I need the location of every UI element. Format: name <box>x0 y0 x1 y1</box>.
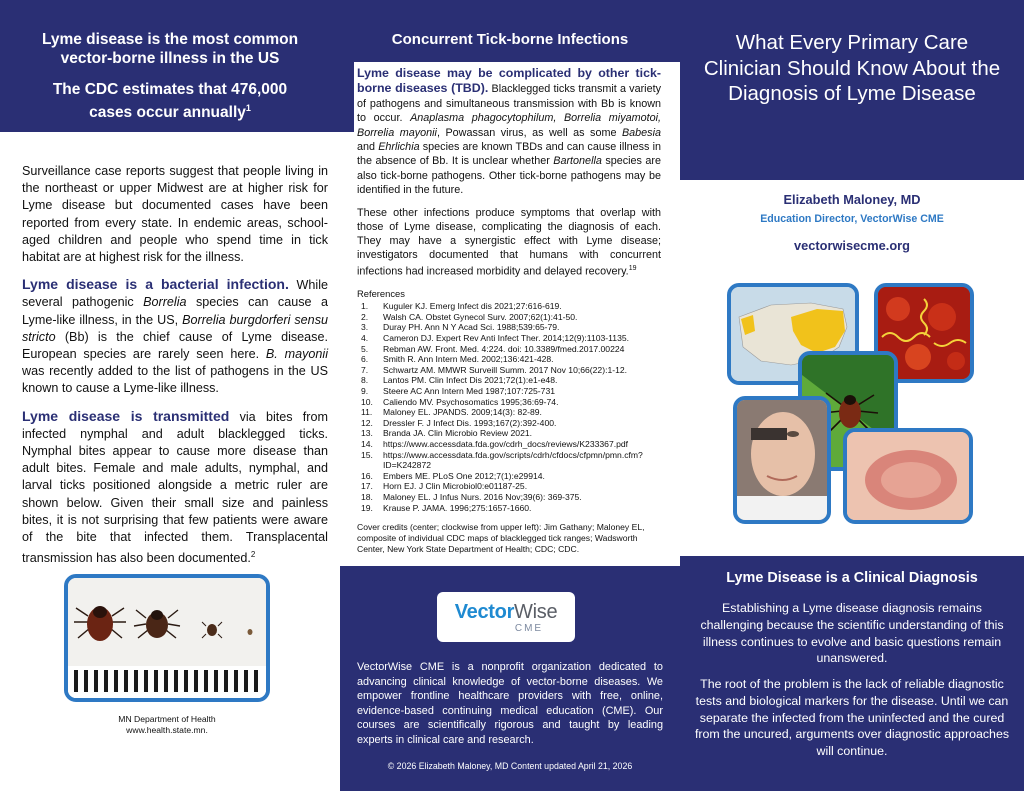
reference-item <box>357 333 661 344</box>
logo-wordmark <box>437 601 575 623</box>
right-title-band <box>680 0 1024 180</box>
footnote-sup: 2 <box>250 550 256 560</box>
para2-italic-3: B. mayonii <box>265 347 328 362</box>
references-list <box>357 301 661 513</box>
footnote-sup: 1 <box>245 103 251 113</box>
reference-item <box>357 471 661 482</box>
tick-photo-caption <box>64 714 270 736</box>
reference-number: 19. <box>361 502 373 513</box>
website-link[interactable]: vectorwisecme.org <box>794 238 910 253</box>
footnote-sup: 19 <box>628 265 637 273</box>
reference-number: 6. <box>361 354 369 365</box>
reference-item <box>357 428 661 439</box>
tbd-b: , Powassan virus, as well as some <box>436 126 622 139</box>
reference-text: Maloney EL. JPANDS. 2009;14(3): 82-89. <box>383 407 542 418</box>
clinical-diagnosis-box <box>680 556 1024 791</box>
transmission-paragraph <box>22 408 328 568</box>
brochure-title: What Every Primary Care Clinician Should Know About the Diagnosis of Lyme Disease <box>703 31 1001 106</box>
tbd-c: and <box>357 141 379 154</box>
reference-text: Duray PH. Ann N Y Acad Sci. 1988;539:65-79. <box>383 322 560 333</box>
reference-number: 4. <box>361 333 369 344</box>
references-title: References <box>357 288 405 300</box>
tbd-italic-4: Bartonella <box>553 155 602 168</box>
tbd-a: Blacklegged ticks transmit a variety of pathogens and simultaneous transmission with Bb is known to occur. <box>357 83 661 125</box>
reference-item <box>357 439 661 450</box>
patient-face-photo <box>733 396 831 524</box>
reference-number: 18. <box>361 491 373 502</box>
logo-cme: CME <box>514 623 544 634</box>
para2-italic-2: Borrelia burgdorferi sensu stricto <box>22 312 328 344</box>
tbd-italic-1: Anaplasma phagocytophilum, Borrelia miyamotoi, Borrelia mayonii <box>357 112 662 139</box>
para2-a: While several pathogenic <box>22 278 328 310</box>
clinical-diagnosis-p2: The root of the problem is the lack of reliable diagnostic tests and biological markers for the disease. Until we can separate the infected from the uninfected and the cured from the uncured, arguments over diagnostic approaches will continue. <box>694 677 1010 759</box>
logo-wise: Wise <box>514 601 558 623</box>
para2-d: was recently added to the list of pathogens in the US known to cause a Lyme-like illness. <box>22 364 328 396</box>
para2-c: (Bb) is the chief cause of Lyme disease. European species are rarely seen here. <box>22 329 328 362</box>
reference-text: Walsh CA. Obstet Gynecol Surv. 2007;62(1):41-50. <box>383 311 578 322</box>
patient-image <box>737 400 827 520</box>
transmission-lead: Lyme disease is transmitted <box>22 407 230 424</box>
left-body <box>22 163 328 568</box>
reference-text: Rebman AW. Front. Med. 4:224. doi: 10.3389/fmed.2017.00224 <box>383 343 625 354</box>
reference-text: Schwartz AM. MMWR Surveill Summ. 2017 Nov 10;66(22):1-12. <box>383 364 628 375</box>
overlap-text: These other infections produce symptoms that overlap with those of Lyme disease, complicating the diagnosis of each. They may have a synergistic effect with Lyme disease; investigators documented that humans with concurrent infections had increased morbidity and delayed recovery. <box>357 206 661 279</box>
reference-number: 12. <box>361 417 373 428</box>
author-role: Education Director, VectorWise CME <box>760 213 944 225</box>
tbd-e: species are also tick-borne pathogens. Other tick-borne pathogens may be identified in the future. <box>357 155 661 197</box>
caption-url: www.health.state.mn. <box>126 725 208 735</box>
reference-text: Horn EJ. J Clin Microbiol0:e01187-25. <box>383 481 528 492</box>
reference-text: https://www.accessdata.fda.gov/scripts/cdrh/cfdocs/cfpmn/pmn.cfm?ID=K242872 <box>383 449 643 471</box>
para2-b: species can cause a Lyme-like illness, in the US, <box>22 295 328 327</box>
erythema-migrans-photo <box>843 428 973 524</box>
reference-number: 17. <box>361 481 373 492</box>
cover-credits: Cover credits (center; clockwise from upper left): Jim Gathany; Maloney EL, composite of individual CDC maps of blacklegged tick ranges; Wadsworth Center, New York State Department of Health; CDC; CDC. <box>357 522 645 554</box>
left-banner-stat-text: The CDC estimates that 476,000 cases occur annually <box>52 81 288 122</box>
about-vectorwise: VectorWise CME is a nonprofit organization dedicated to advancing clinical knowledge of vector-borne diseases. We empower frontline healthcare providers with free, online, evidence-based continuing medical education (CME). Our courses are scientifically rigorous and taught by leading experts in clinical care and research. <box>357 661 663 746</box>
reference-text: Lantos PM. Clin Infect Dis 2021;72(1):e1-e48. <box>383 375 558 386</box>
reference-number: 7. <box>361 364 369 375</box>
surveillance-paragraph: Surveillance case reports suggest that people living in the northeast or upper Midwest are at higher risk for Lyme disease but documented cases have been reported from every state. In endemic areas, school-aged children and people who spend time in tick habitat are at highest risk for the illness. <box>22 164 328 265</box>
reference-item <box>357 375 661 386</box>
left-banner-heading: Lyme disease is the most common vector-borne illness in the US <box>41 31 299 67</box>
reference-number: 9. <box>361 386 369 397</box>
reference-text: Kuguler KJ. Emerg Infect dis 2021;27:616-619. <box>383 301 562 312</box>
reference-item <box>357 312 661 323</box>
reference-text: Steere AC Ann Intern Med 1987;107:725-731 <box>383 386 556 397</box>
rash-image <box>847 432 969 520</box>
reference-item <box>357 481 661 492</box>
tick-ruler-image <box>68 578 266 698</box>
reference-text: https://www.accessdata.fda.gov/cdrh_docs/reviews/K233367.pdf <box>383 438 629 449</box>
tick-ruler-photo <box>64 574 270 702</box>
vectorwise-logo <box>437 592 575 642</box>
reference-item <box>357 354 661 365</box>
reference-number: 14. <box>361 438 373 449</box>
reference-text: Cameron DJ. Expert Rev Anti Infect Ther. 2014;12(9):1103-1135. <box>383 333 630 344</box>
reference-item <box>357 418 661 429</box>
reference-text: Smith R. Ann Intern Med. 2002;136:421-428. <box>383 354 554 365</box>
reference-text: Maloney EL. J Infus Nurs. 2016 Nov;39(6): 369-375. <box>383 491 582 502</box>
reference-number: 3. <box>361 322 369 333</box>
reference-item <box>357 407 661 418</box>
logo-vector: Vector <box>454 601 515 623</box>
reference-item <box>357 322 661 333</box>
overlap-paragraph <box>357 206 661 280</box>
copyright-footer: © 2026 Elizabeth Maloney, MD Content updated April 21, 2026 <box>387 761 633 771</box>
reference-item <box>357 503 661 514</box>
reference-text: Embers ME. PLoS One 2012;7(1):e29914. <box>383 470 545 481</box>
middle-header-side <box>340 62 354 132</box>
bacterial-infection-lead: Lyme disease is a bacterial infection. <box>22 276 289 293</box>
reference-text: Caliendo MV. Psychosomatics 1995;36:69-74. <box>383 396 559 407</box>
middle-bottom-band <box>340 566 680 791</box>
caption-source: MN Department of Health <box>118 714 216 724</box>
reference-text: Krause P. JAMA. 1996;275:1657-1660. <box>383 502 532 513</box>
reference-text: Branda JA. Clin Microbio Review 2021. <box>383 428 533 439</box>
reference-item <box>357 365 661 376</box>
left-banner-stat <box>16 80 324 122</box>
reference-number: 10. <box>361 396 373 407</box>
middle-body <box>357 66 661 555</box>
reference-item <box>357 450 661 471</box>
reference-text: Dressler F. J Infect Dis. 1993;167(2):392-400. <box>383 417 557 428</box>
reference-number: 16. <box>361 470 373 481</box>
para2-italic-1: Borrelia <box>143 295 187 310</box>
tbd-lead: Lyme disease may be complicated by other tick-borne diseases (TBD). <box>357 66 661 96</box>
reference-number: 5. <box>361 343 369 354</box>
transmission-text: via bites from infected nymphal and adult blacklegged ticks. Nymphal bites appear to cause more disease than adult bites. Female and male adults, nymphal, and larval ticks positioned alongside a metric ruler are shown below. Given their small size and painless bites, it is not surprising that few patients were aware of the bite that infected them. Transplacental transmission has also been documented. <box>22 409 328 566</box>
reference-item <box>357 301 661 312</box>
reference-number: 15. <box>361 449 373 460</box>
reference-item <box>357 492 661 503</box>
tbd-italic-3: Ehrlichia <box>378 141 420 154</box>
reference-item <box>357 386 661 397</box>
tbd-italic-2: Babesia <box>621 126 661 139</box>
author-name: Elizabeth Maloney, MD <box>783 192 921 207</box>
reference-number: 8. <box>361 375 369 386</box>
bacterial-infection-paragraph <box>22 276 328 397</box>
reference-item <box>357 397 661 408</box>
author-block <box>680 192 1024 253</box>
reference-number: 2. <box>361 311 369 322</box>
reference-number: 13. <box>361 428 373 439</box>
tbd-paragraph <box>357 66 661 198</box>
clinical-diagnosis-p1: Establishing a Lyme disease diagnosis remains challenging because the scientific understanding of this illness continues to evolve and basic questions remain unanswered. <box>700 601 1004 666</box>
tbd-d: species are known TBDs and can cause illness in the absence of Bb. It is unclear whether <box>357 141 661 168</box>
reference-number: 11. <box>361 407 373 418</box>
left-banner <box>0 0 340 132</box>
clinical-diagnosis-title: Lyme Disease is a Clinical Diagnosis <box>726 570 978 586</box>
reference-number: 1. <box>361 301 369 312</box>
middle-header-band <box>340 0 680 62</box>
middle-header: Concurrent Tick-borne Infections <box>391 31 629 48</box>
reference-item <box>357 344 661 355</box>
